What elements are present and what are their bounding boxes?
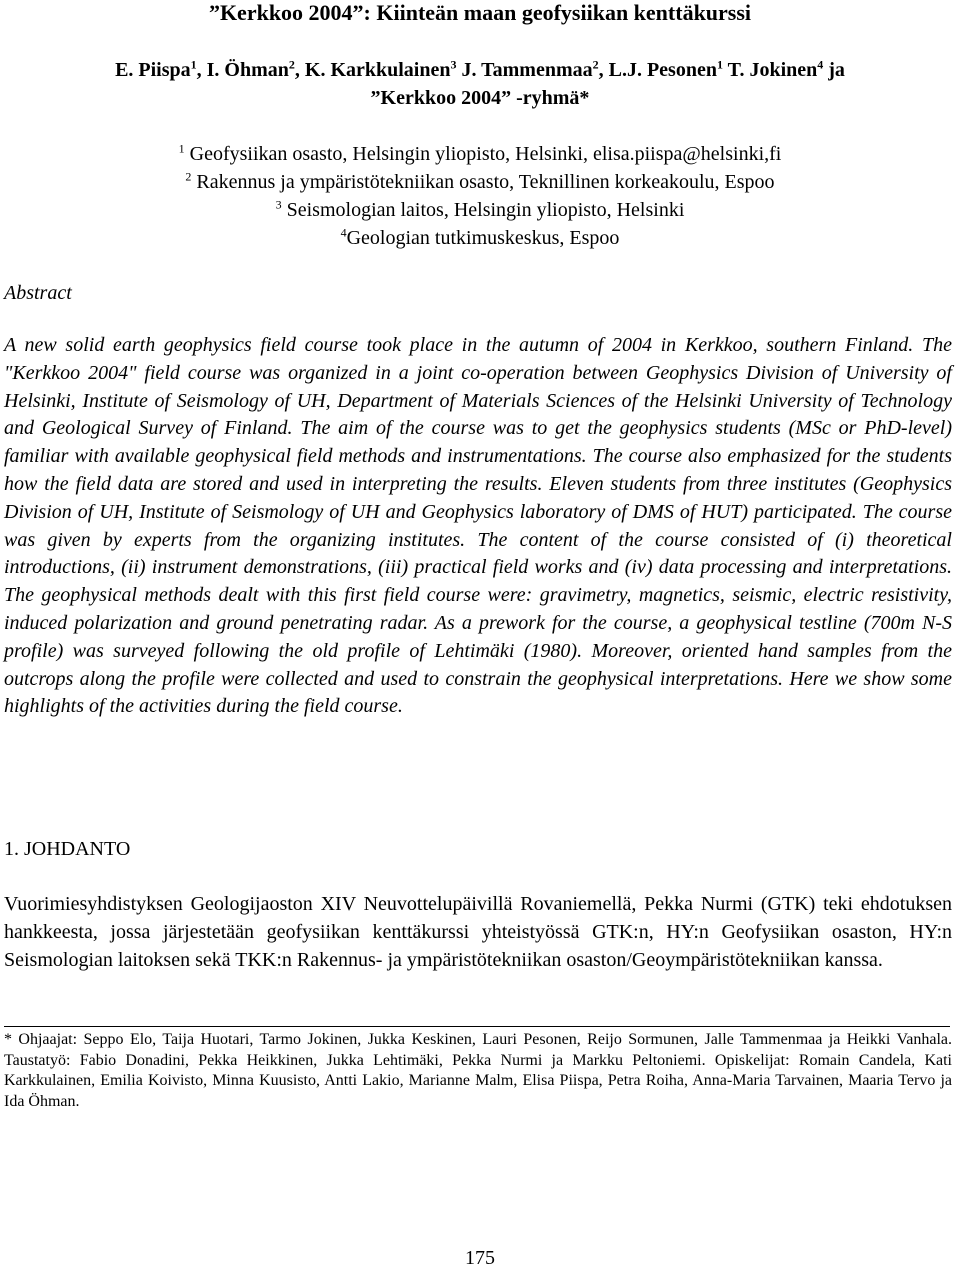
affiliation-text: Seismologian laitos, Helsingin yliopisto, Helsinki [281, 199, 685, 221]
author-list [0, 56, 960, 112]
author-affil-mark: 4 [817, 57, 824, 72]
paper-title: ”Kerkkoo 2004”: Kiinteän maan geofysiikan kenttäkurssi [208, 0, 752, 25]
abstract-body: A new solid earth geophysics field course took place in the autumn of 2004 in Kerkkoo, southern Finland. The "Kerkkoo 2004" field course was organized in a joint co-operation between Geophysics Division of University of Helsinki, Institute of Seismology of UH, Department of Materials Sciences of the Helsinki University of Technology and Geological Survey of Finland. The aim of the course was to get the geophysics students (MSc or PhD-level) familiar with available geophysical field methods and instrumentations. The course also emphasized for the students how the field data are stored and used in interpreting the results. Eleven students from three institutes (Geophysics Division of UH, Institute of Seismology of UH and Geophysics laboratory of DMS of HUT) participated. The course was given by experts from the organizing institutes. The content of the course consisted of (i) theoretical introductions, (ii) instrument demonstrations, (iii) practical field works and (iv) data processing and interpretations. The geophysical methods dealt with this first field course were: gravimetry, magnetics, seismic, electric resistivity, induced polarization and ground penetrating radar. As a prework for the course, a geophysical testline (700m N-S profile) was surveyed following the old profile of Lehtimäki (1980). Moreover, oriented hand samples from the outcrops along the profile were collected and used to constrain the geophysical interpretations. Here we show some highlights of the activities during the field course. [4, 334, 952, 718]
page-number: 175 [465, 1247, 495, 1269]
abstract-heading: Abstract [4, 282, 72, 304]
section-heading: 1. JOHDANTO [4, 838, 131, 860]
author-name: E. Piispa [115, 59, 191, 81]
affiliation-text: Rakennus ja ympäristötekniikan osasto, Teknillinen korkeakoulu, Espoo [191, 171, 775, 193]
affiliation-mark: 1 [178, 141, 185, 156]
author-affil-mark: 2 [288, 57, 295, 72]
author-affil-mark: 1 [190, 57, 197, 72]
author-affil-mark: 1 [716, 57, 723, 72]
affiliation-4 [0, 224, 960, 252]
affiliation-mark: 2 [185, 169, 192, 184]
author-line-1 [0, 56, 960, 84]
affiliation-mark: 4 [340, 225, 347, 240]
affiliation-text: Geologian tutkimuskeskus, Espoo [346, 227, 620, 249]
author-name: J. Tammenmaa [456, 59, 593, 81]
affiliation-text: Geofysiikan osasto, Helsingin yliopisto, Helsinki, elisa.piispa@helsinki,fi [184, 143, 782, 165]
author-name: T. Jokinen [722, 59, 818, 81]
author-name: , I. Öhman [196, 59, 289, 81]
author-name: , L.J. Pesonen [598, 59, 717, 81]
author-affil-mark: 3 [450, 57, 457, 72]
affiliation-2 [0, 168, 960, 196]
section-paragraph: Vuorimiesyhdistyksen Geologijaoston XIV Neuvottelupäivillä Rovaniemellä, Pekka Nurmi (GTK) teki ehdotuksen hankkeesta, jossa järjestetään geofysiikan kenttäkurssi yhteistyössä GTK:n, HY:n Geofysiikan osaston, HY:n Seismologian laitoksen sekä TKK:n Rakennus- ja ympäristötekniikan osaston/Geoympäristötekniikan kanssa. [4, 893, 952, 971]
affiliation-mark: 3 [275, 197, 282, 212]
affiliation-1 [0, 140, 960, 168]
author-line-2: ”Kerkkoo 2004” -ryhmä* [370, 87, 590, 109]
author-name: , K. Karkkulainen [294, 59, 451, 81]
author-affil-mark: 2 [592, 57, 599, 72]
footnote: * Ohjaajat: Seppo Elo, Taija Huotari, Tarmo Jokinen, Jukka Keskinen, Lauri Pesonen, Reijo Sormunen, Jalle Tammenmaa ja Heikki Vanhala. Taustatyö: Fabio Donadini, Pekka Heikkinen, Jukka Lehtimäki, Pekka Nurmi ja Markku Peltoniemi. Opiskelijat: Romain Candela, Kati Karkkulainen, Emilia Koivisto, Minna Kuusisto, Antti Lakio, Marianne Malm, Elisa Piispa, Petra Roiha, Anna-Maria Tarvainen, Maaria Tervo ja Ida Öhman. [4, 1031, 952, 1110]
author-conjunction: ja [823, 59, 845, 81]
affiliation-3 [0, 196, 960, 224]
footnote-divider [4, 1026, 950, 1027]
